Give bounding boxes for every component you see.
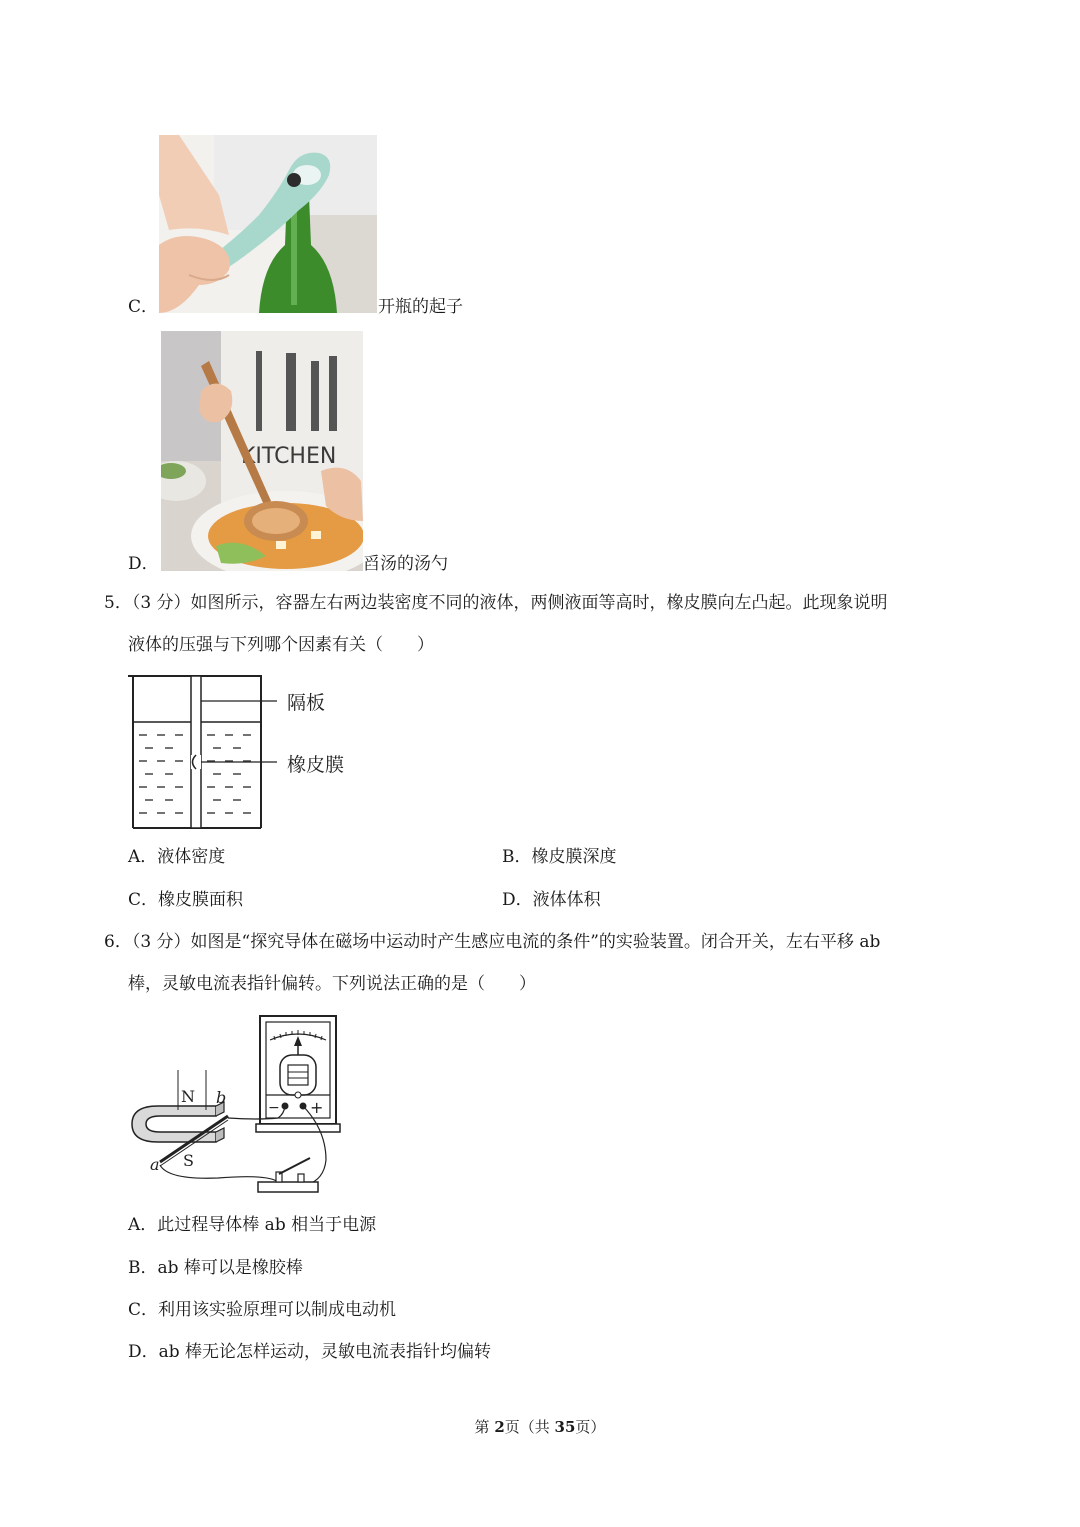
q5-option-d — [502, 889, 601, 911]
magnet-s-label: S — [183, 1151, 194, 1170]
q6-option-b-text: ab 棒可以是橡胶棒 — [157, 1258, 303, 1278]
q5-option-a — [128, 846, 225, 868]
partition-label: 隔板 — [287, 692, 326, 714]
q5-option-b-letter: B． — [502, 847, 532, 867]
q5-option-b — [502, 846, 617, 868]
q6-option-a-text: 此过程导体棒 ab 相当于电源 — [157, 1215, 377, 1235]
footer-suffix: 页） — [575, 1418, 606, 1436]
q5-option-a-letter: A． — [128, 847, 158, 867]
q5-stem-line1: 5．（3 分）如图所示，容器左右两边装密度不同的液体，两侧液面等高时，橡皮膜向左凸起。此现象说明 — [104, 593, 888, 613]
page-footer — [0, 1416, 1080, 1437]
footer-middle: 页（共 — [504, 1418, 555, 1436]
option-d-caption: 舀汤的汤勺 — [363, 554, 448, 574]
q5-option-d-letter: D． — [502, 890, 533, 910]
footer-total-pages: 35 — [554, 1418, 576, 1436]
option-c-letter: C． — [128, 297, 159, 317]
q5-option-d-text: 液体体积 — [532, 890, 601, 910]
q5-option-c-text: 橡皮膜面积 — [158, 890, 244, 910]
q6-stem-line1: 6．（3 分）如图是“探究导体在磁场中运动时产生感应电流的条件”的实验装置。闭合开关，左右平移 ab — [104, 932, 881, 952]
q5-stem-line2: 液体的压强与下列哪个因素有关（ ） — [128, 635, 434, 655]
q5-option-c-letter: C． — [128, 890, 159, 910]
q6-option-d-letter: D． — [128, 1342, 159, 1362]
q6-option-a-letter: A． — [128, 1215, 158, 1235]
q5-option-c — [128, 889, 243, 911]
q6-option-d — [128, 1341, 491, 1363]
rod-b-label: b — [216, 1088, 227, 1107]
option-d-letter: D． — [128, 554, 159, 574]
q6-option-d-text: ab 棒无论怎样运动，灵敏电流表指针均偏转 — [158, 1342, 492, 1362]
galvanometer-plus: + — [310, 1098, 324, 1117]
q5-container-figure — [125, 670, 365, 835]
q6-option-c-letter: C． — [128, 1300, 159, 1320]
membrane-label: 橡皮膜 — [287, 754, 345, 776]
q6-option-b — [128, 1257, 303, 1279]
soup-ladle-photo — [161, 331, 363, 571]
bottle-opener-photo — [159, 135, 377, 313]
footer-page-number: 2 — [494, 1418, 505, 1436]
rod-a-label: a — [150, 1155, 160, 1174]
q6-stem-line2: 棒，灵敏电流表指针偏转。下列说法正确的是（ ） — [128, 974, 536, 994]
q5-option-a-text: 液体密度 — [157, 847, 226, 867]
q6-option-c-text: 利用该实验原理可以制成电动机 — [158, 1300, 397, 1320]
q5-option-b-text: 橡皮膜深度 — [531, 847, 617, 867]
footer-prefix: 第 — [474, 1418, 495, 1436]
q6-option-c — [128, 1299, 396, 1321]
magnet-n-label: N — [181, 1087, 195, 1106]
option-c-caption: 开瓶的起子 — [378, 297, 463, 317]
q6-option-b-letter: B． — [128, 1258, 158, 1278]
galvanometer-minus: − — [268, 1100, 280, 1116]
induction-apparatus-diagram — [128, 1010, 343, 1200]
q6-option-a — [128, 1214, 376, 1236]
svg-text:KITCHEN: KITCHEN — [241, 444, 337, 469]
q6-induction-figure — [128, 1010, 343, 1200]
